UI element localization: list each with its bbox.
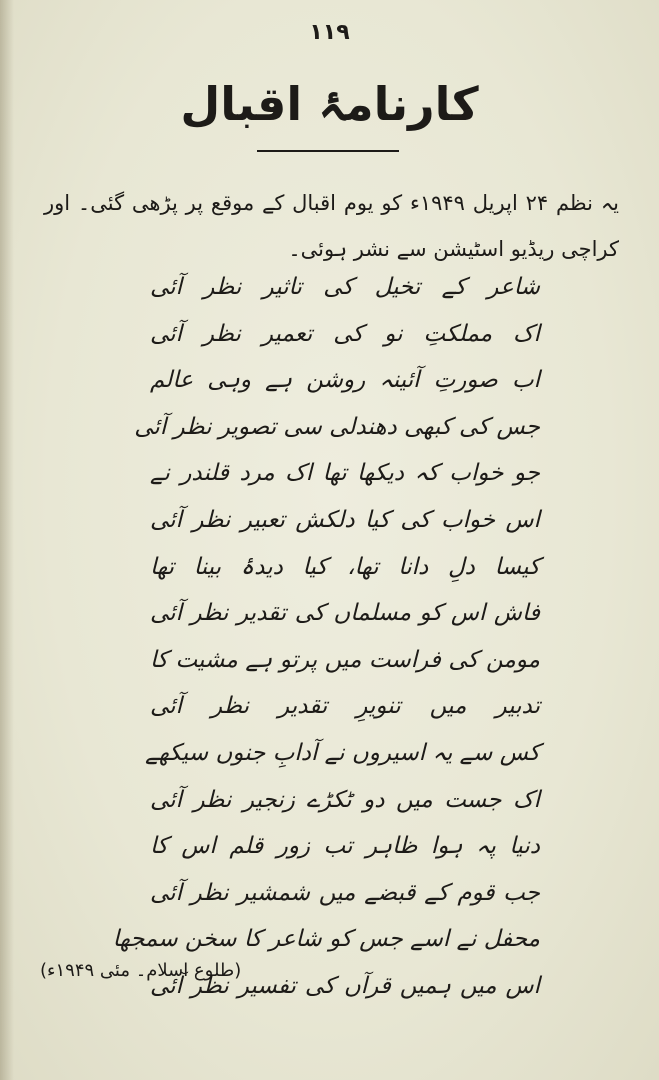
intro-note: یہ نظم ۲۴ اپریل ۱۹۴۹ء کو یوم اقبال کے موقع پر پڑھی گئی۔ اور کراچی ریڈیو اسٹیشن سے نشر ہوئی۔ [44,191,619,261]
page-title: کارنامۂ اقبال [180,77,479,131]
poem-line: تدبیر میں تنویرِ تقدیر نظر آئی [150,693,540,720]
poem-line: اک مملکتِ نو کی تعمیر نظر آئی [150,320,540,347]
poem-line: مومن کی فراست میں پرتو ہے مشیت کا [150,646,540,673]
poem-line: شاعر کے تخیل کی تاثیر نظر آئی [150,274,540,300]
poem-line: جس کی کبھی دھندلی سی تصویر نظر آئی [134,413,540,440]
source-citation: (طلوع اسلام۔ مئی ۱۹۴۹ء) [40,960,242,981]
poem-line: کیسا دلِ دانا تھا، کیا دیدۂ بینا تھا [150,553,540,580]
poem-line: اس خواب کی کیا دلکش تعبیر نظر آئی [150,506,540,533]
poem-line: اس میں ہمیں قرآں کی تفسیر نظر آئی [150,972,540,999]
poem-line: جب قوم کے قبضے میں شمشیر نظر آئی [150,879,540,906]
poem-line: دنیا پہ ہوا ظاہر تب زور قلم اس کا [150,833,540,860]
poem-line: اب صورتِ آئینہ روشن ہے وہی عالم [150,367,540,394]
poem-line: اک جست میں دو ٹکڑے زنجیر نظر آئی [150,786,540,813]
page-gutter-shadow [0,0,14,1080]
poem-line: محفل نے اسے جس کو شاعر کا سخن سمجھا [112,926,540,953]
poem-line: جو خواب کہ دیکھا تھا اک مرد قلندر نے [150,460,540,487]
poem-line: کس سے یہ اسیروں نے آدابِ جنوں سیکھے [145,739,540,766]
title-underline [257,150,399,152]
poem-line: فاش اس کو مسلماں کی تقدیر نظر آئی [150,600,540,627]
page-number: ۱۱۹ [309,20,350,45]
